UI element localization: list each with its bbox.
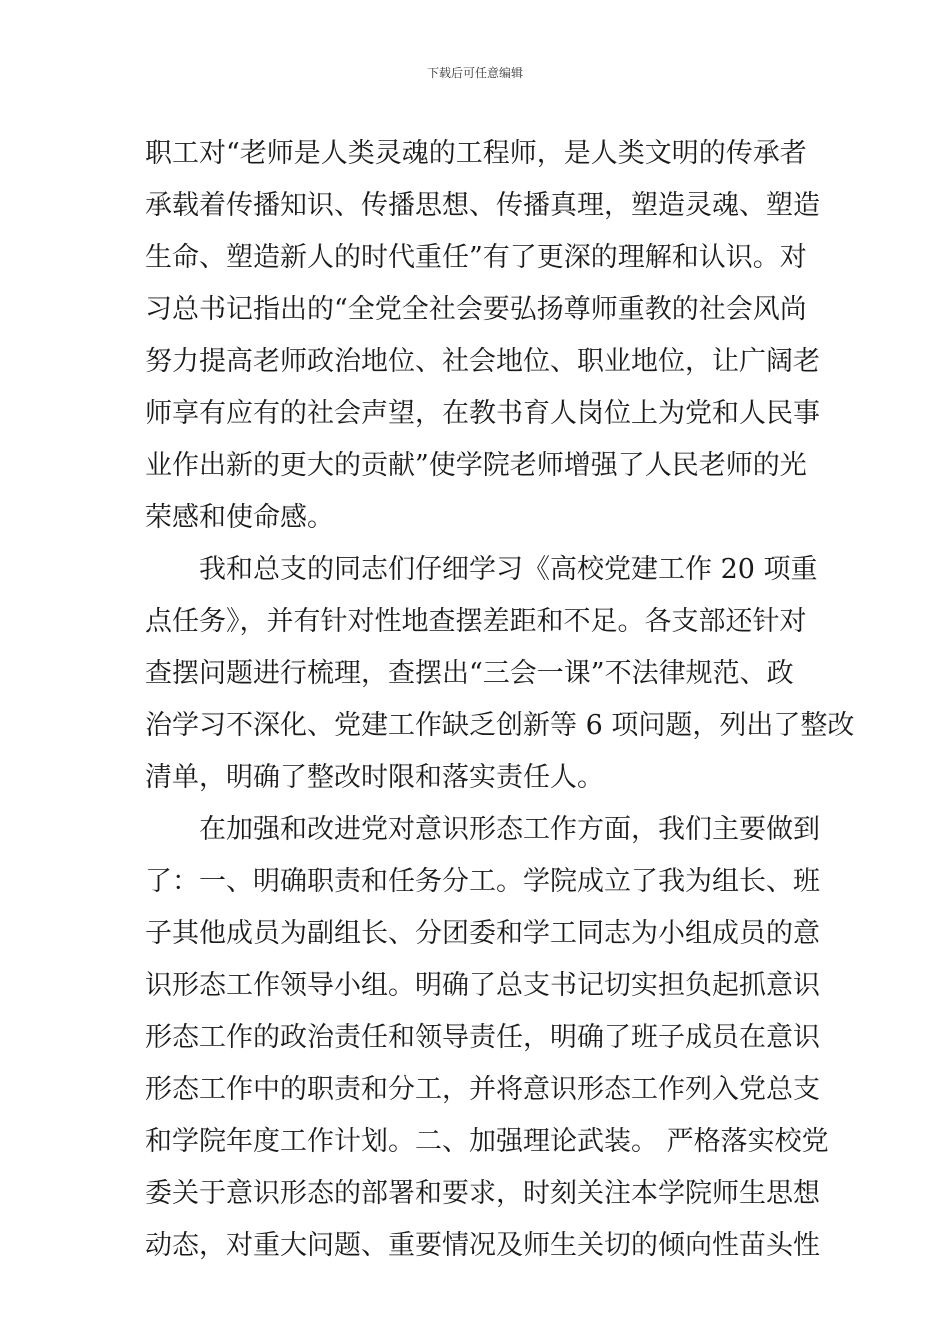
text-line: 治学习不深化、党建工作缺乏创新等 6 项问题，列出了整改	[145, 710, 855, 741]
text-line: 子其他成员为副组长、分团委和学工同志为小组成员的意	[145, 918, 820, 949]
text-line: 在加强和改进党对意识形态工作方面，我们主要做到	[145, 814, 820, 845]
text-line: 动态，对重大问题、重要情况及师生关切的倾向性苗头性	[145, 1230, 820, 1261]
text-line: 识形态工作领导小组。明确了总支书记切实担负起抓意识	[145, 970, 820, 1001]
text-line: 形态工作中的职责和分工，并将意识形态工作列入党总支	[145, 1074, 820, 1105]
text-line: 职工对“老师是人类灵魂的工程师，是人类文明的传承者	[145, 138, 807, 169]
text-line: 努力提高老师政治地位、社会地位、职业地位，让广阔老	[145, 346, 820, 377]
text-line: 生命、塑造新人的时代重任”有了更深的理解和认识。对	[145, 242, 807, 273]
document-body	[145, 128, 855, 1272]
text-line: 查摆问题进行梳理，查摆出“三会一课”不法律规范、政	[145, 658, 794, 689]
text-line: 委关于意识形态的部署和要求，时刻关注本学院师生思想	[145, 1178, 820, 1209]
text-line: 承载着传播知识、传播思想、传播真理，塑造灵魂、塑造	[145, 190, 820, 221]
text-line: 师享有应有的社会声望，在教书育人岗位上为党和人民事	[145, 398, 820, 429]
text-line: 了：一、明确职责和任务分工。学院成立了我为组长、班	[145, 866, 820, 897]
text-line: 习总书记指出的“全党全社会要弘扬尊师重教的社会风尚	[145, 294, 807, 325]
page-header: 下载后可任意编辑	[426, 66, 523, 80]
text-line: 业作出新的更大的贡献”使学院老师增强了人民老师的光	[145, 450, 807, 481]
text-line: 形态工作的政治责任和领导责任，明确了班子成员在意识	[145, 1022, 820, 1053]
text-line: 和学院年度工作计划。二、加强理论武装。 严格落实校党	[145, 1126, 829, 1157]
text-line: 点任务》，并有针对性地查摆差距和不足。各支部还针对	[145, 606, 807, 637]
text-line: 我和总支的同志们仔细学习《高校党建工作 20 项重	[145, 554, 818, 585]
text-line: 清单，明确了整改时限和落实责任人。	[145, 762, 604, 793]
text-line: 荣感和使命感。	[145, 502, 334, 533]
